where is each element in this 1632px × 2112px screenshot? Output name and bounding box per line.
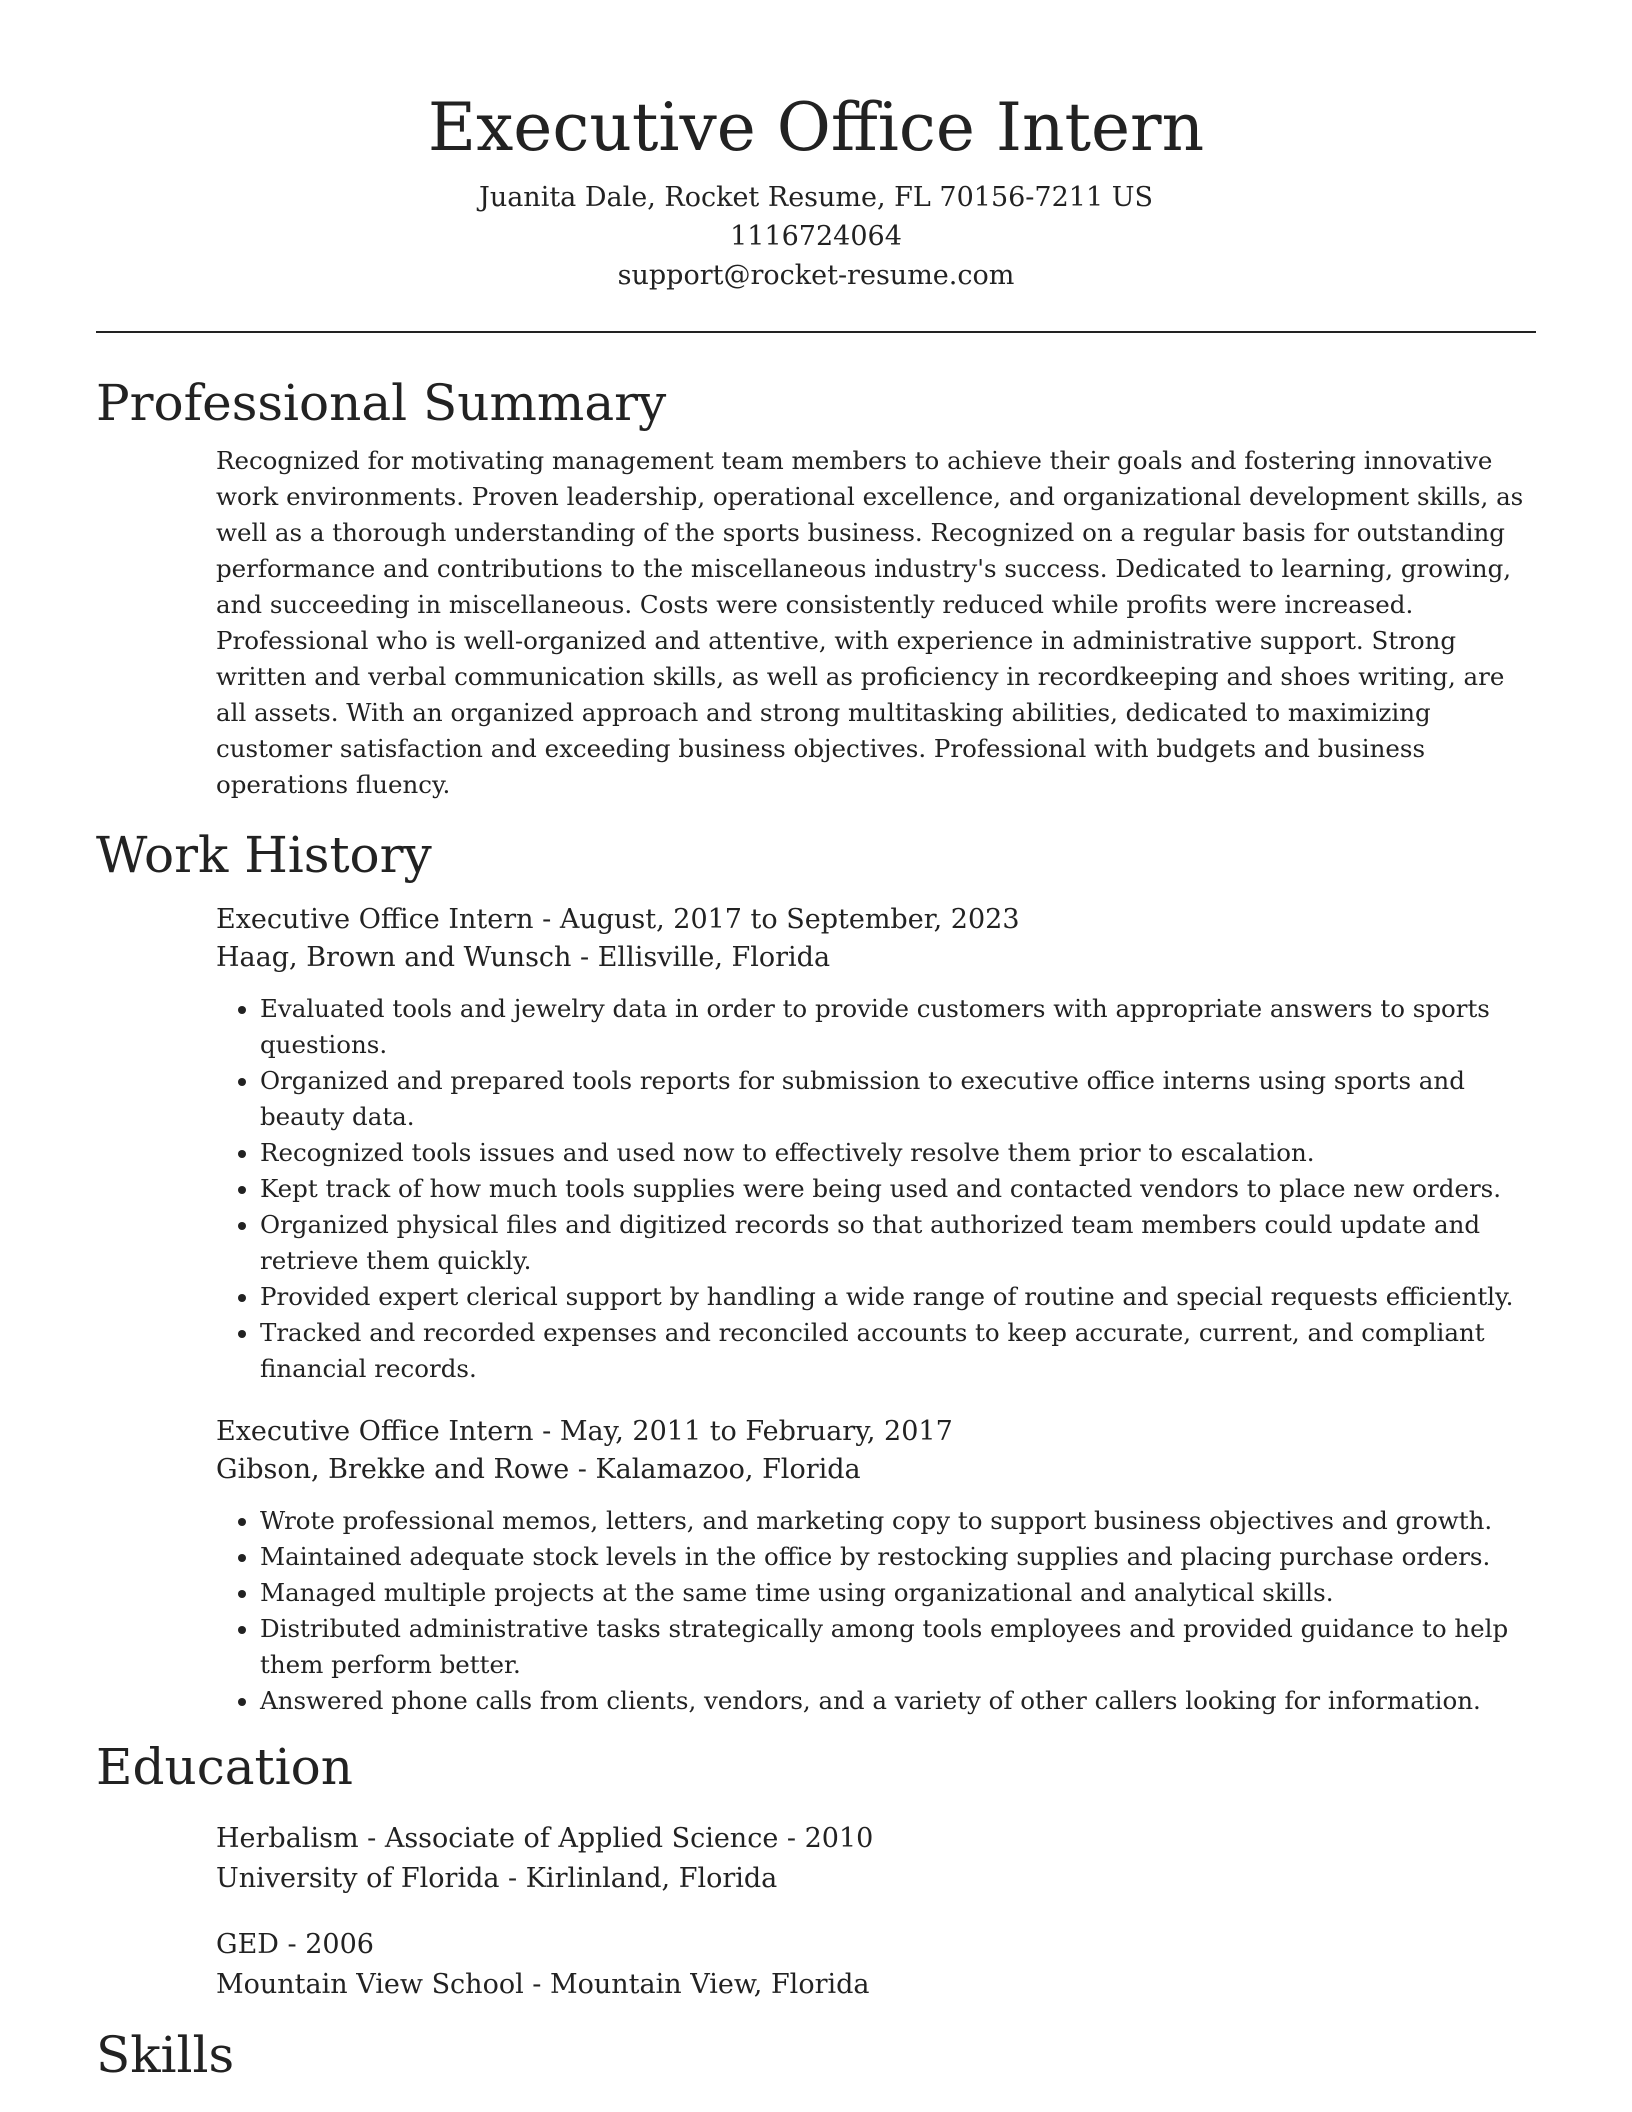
education-body <box>216 1819 1536 2005</box>
job-bullet: • Recognized tools issues and used now to effectively resolve them prior to escalation. <box>260 1135 1536 1171</box>
job-title-line: Executive Office Intern - August, 2017 to September, 2023 <box>216 904 1020 935</box>
work-history-heading: Work History <box>96 826 432 884</box>
job-bullet: • Tracked and recorded expenses and reconciled accounts to keep accurate, current, and compliant financial records. <box>260 1315 1536 1387</box>
job-bullet: • Managed multiple projects at the same time using organizational and analytical skills. <box>260 1575 1536 1611</box>
job-entry <box>216 1413 1536 1719</box>
education-entry <box>216 1925 1536 2005</box>
contact-block <box>96 178 1536 295</box>
contact-email: support@rocket-resume.com <box>617 260 1015 291</box>
job-bullet: • Distributed administrative tasks strategically among tools employees and provided guidance to help them perform better. <box>260 1611 1536 1683</box>
job-title-line: Executive Office Intern - May, 2011 to February, 2017 <box>216 1416 953 1447</box>
education-degree-line: GED - 2006 <box>216 1929 374 1960</box>
job-bullet: • Provided expert clerical support by handling a wide range of routine and special requests efficiently. <box>260 1279 1536 1315</box>
job-bullet: • Wrote professional memos, letters, and marketing copy to support business objectives and growth. <box>260 1503 1536 1539</box>
education-heading: Education <box>96 1738 353 1796</box>
job-company-line: Haag, Brown and Wunsch - Ellisville, Florida <box>216 942 831 973</box>
resume-page <box>96 0 1536 2085</box>
education-degree-line: Herbalism - Associate of Applied Science - 2010 <box>216 1823 874 1854</box>
education-school-line: Mountain View School - Mountain View, Florida <box>216 1969 870 2000</box>
job-bullet: • Maintained adequate stock levels in the office by restocking supplies and placing purchase orders. <box>260 1539 1536 1575</box>
job-bullet: • Kept track of how much tools supplies were being used and contacted vendors to place new orders. <box>260 1171 1536 1207</box>
education-entry <box>216 1819 1536 1899</box>
job-bullet-list <box>216 991 1536 1387</box>
job-bullet: • Evaluated tools and jewelry data in order to provide customers with appropriate answers to sports questions. <box>260 991 1536 1063</box>
summary-text: Recognized for motivating management team members to achieve their goals and fostering innovative work environments. Proven leadership, operational excellence, and organizational development skills, as well as a thorough understanding of the sports business. Recognized on a regular basis for outstanding performance and contributions to the miscellaneous industry's success. Dedicated to learning, growing, and succeeding in miscellaneous. Costs were consistently reduced while profits were increased. Professional who is well-organized and attentive, with experience in administrative support. Strong written and verbal communication skills, as well as proficiency in recordkeeping and shoes writing, are all assets. With an organized approach and strong multitasking abilities, dedicated to maximizing customer satisfaction and exceeding business objectives. Professional with budgets and business operations fluency. <box>216 446 1524 799</box>
job-bullet: • Organized and prepared tools reports for submission to executive office interns using sports and beauty data. <box>260 1063 1536 1135</box>
job-bullet: • Answered phone calls from clients, vendors, and a variety of other callers looking for information. <box>260 1683 1536 1719</box>
job-bullet: • Organized physical files and digitized records so that authorized team members could update and retrieve them quickly. <box>260 1207 1536 1279</box>
education-school-line: University of Florida - Kirlinland, Florida <box>216 1863 778 1894</box>
job-bullet-list <box>216 1503 1536 1719</box>
summary-body <box>216 443 1536 803</box>
summary-heading: Professional Summary <box>96 374 667 432</box>
contact-phone: 1116724064 <box>730 221 902 252</box>
contact-address: Juanita Dale, Rocket Resume, FL 70156-7211 US <box>479 182 1153 213</box>
skills-heading: Skills <box>96 2026 235 2084</box>
header-divider <box>96 331 1536 333</box>
work-history-body <box>216 901 1536 1719</box>
job-entry <box>216 901 1536 1387</box>
job-company-line: Gibson, Brekke and Rowe - Kalamazoo, Florida <box>216 1454 861 1485</box>
resume-title: Executive Office Intern <box>427 89 1205 166</box>
